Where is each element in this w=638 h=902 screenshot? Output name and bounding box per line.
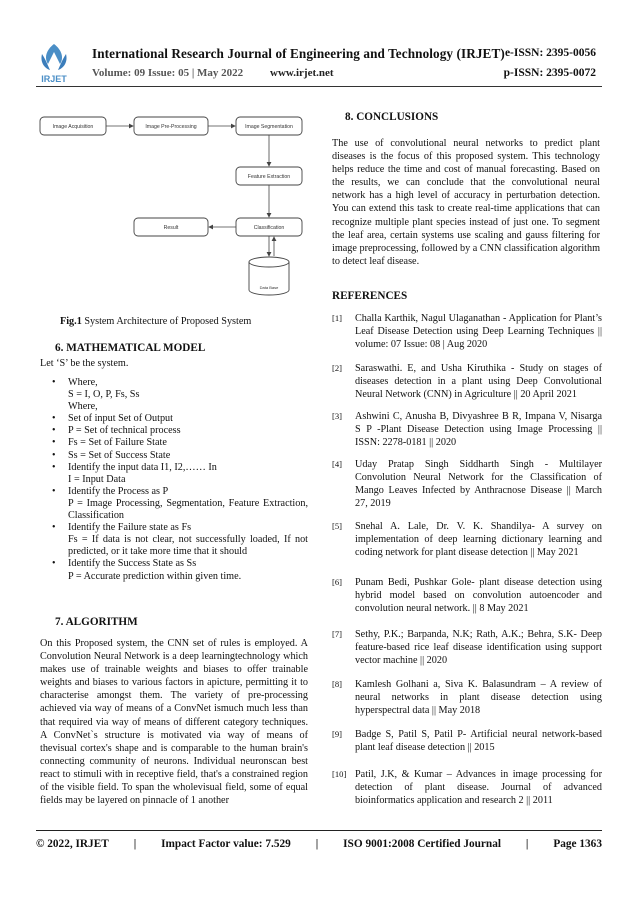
- figure-label: Fig.1: [60, 316, 82, 327]
- header-rule: [36, 86, 602, 87]
- figure-caption-text: System Architecture of Proposed System: [84, 316, 252, 327]
- heading-mathematical-model: 6. MATHEMATICAL MODEL: [55, 342, 206, 354]
- list-item: • Ss = Set of Success State: [40, 450, 308, 462]
- label-database: Data Base: [259, 285, 279, 290]
- math-intro: Let ‘S’ be the system.: [40, 358, 129, 369]
- list-item: • P = Set of technical process: [40, 425, 308, 437]
- reference-item: [1] Challa Karthik, Nagul Ulaganathan - Application for Plant’s Leaf Disease Detection using Deep Learning Techniques || volume: 07 Issue: 08 | Aug 2020: [332, 313, 602, 351]
- heading-algorithm: 7. ALGORITHM: [55, 616, 138, 628]
- reference-item: [5] Snehal A. Lale, Dr. V. K. Shandilya- A survey on implementation of deep learning dictionary learning and coding network for plant disease detection || May 2021: [332, 521, 602, 559]
- reference-item: [10] Patil, J.K, & Kumar – Advances in image processing for detection of plant disease. Journal of advanced bioinformatics application and research 2 || 2011: [332, 769, 602, 807]
- label-feature: Feature Extraction: [247, 174, 291, 180]
- label-preprocessing: Image Pre-Processing: [145, 124, 197, 130]
- heading-conclusions: 8. CONCLUSIONS: [345, 111, 439, 123]
- list-item: • Fs = Set of Failure State: [40, 437, 308, 449]
- list-item: • Set of input Set of Output: [40, 413, 308, 425]
- list-item: • Identify the Failure state as Fs Fs = If data is not clear, not successfully loaded, If not predicted, or it take more time that it should: [40, 522, 308, 558]
- footer-separator: |: [315, 838, 319, 850]
- math-model-list: [40, 377, 308, 583]
- reference-item: [8] Kamlesh Golhani a, Siva K. Balasundram – A review of neural networks in plant disease detection using hyperspectral data || May 2018: [332, 679, 602, 717]
- label-classification: Classification: [253, 225, 285, 231]
- list-item: • Identify the Success State as Ss P = Accurate prediction within given time.: [40, 558, 308, 582]
- footer-iso: ISO 9001:2008 Certified Journal: [343, 838, 501, 850]
- footer-separator: |: [133, 838, 137, 850]
- e-issn: e-ISSN: 2395-0056: [504, 47, 596, 59]
- label-segmentation: Image Segmentation: [245, 124, 293, 130]
- reference-item: [4] Uday Pratap Singh Siddharth Singh - Multilayer Convolution Neural Network for the Classification of Mango Leaves Infected by Anthracnose Disease || March 27, 2019: [332, 459, 602, 510]
- reference-item: [3] Ashwini C, Anusha B, Divyashree B R, Impana V, Nisarga S P -Plant Disease Detection using Image Processing || ISSN: 2278-0181 || 2020: [332, 411, 602, 449]
- page-footer: [36, 838, 602, 850]
- label-result: Result: [163, 225, 179, 231]
- footer-copyright: © 2022, IRJET: [36, 838, 109, 850]
- list-item: • Where, S = I, O, P, Fs, Ss Where,: [40, 377, 308, 413]
- reference-item: [7] Sethy, P.K.; Barpanda, N.K; Rath, A.K.; Behra, S.K- Deep feature-based rice leaf disease identification using support vector machine || 2020: [332, 629, 602, 667]
- label-acquisition: Image Acquisition: [52, 124, 94, 130]
- footer-impact-factor: Impact Factor value: 7.529: [161, 838, 291, 850]
- footer-rule: [36, 830, 602, 831]
- figure-caption: [60, 316, 251, 327]
- algorithm-paragraph: On this Proposed system, the CNN set of rules is employed. A Convolution Neural Network is a deep learningtechnology which makes use of trainable weights and biases to offer trainable weights and biases to various factors in apicture, permitting it to characterise amongst them. The variety of pre-processing achieved via way of means of a ConvNet ismuch much less than that required via way of means of different category techniques. A ConvNet`s structure is motivated via way of means of thevisual cortex's shape and is comparable to the human brain's connecting community of neurons. Individual neuronscan best react to stimuli with in receptive field, that's a constrained region of the visible field. To span the wholevisual field, some of equal fields may be layered on pinnacle of 1 another: [40, 638, 308, 807]
- reference-item: [9] Badge S, Patil S, Patil P- Artificial neural network-based plant leaf disease detection || 2015: [332, 729, 602, 754]
- list-item: • Identify the Process as P P = Image Processing, Segmentation, Feature Extraction, Classification: [40, 486, 308, 522]
- p-issn: p-ISSN: 2395-0072: [503, 67, 596, 79]
- reference-item: [2] Saraswathi. E, and Usha Kiruthika - Study on stages of diseases detection in a plant using Deep Convolutional Neural Network (CNN) in Agriculture || 20 April 2021: [332, 363, 602, 401]
- system-architecture-diagram: [38, 104, 304, 300]
- journal-url[interactable]: www.irjet.net: [270, 67, 334, 79]
- conclusions-paragraph: The use of convolutional neural networks to predict plant diseases is the focus of this proposed system. This technology helps reduce the time and cost of manual forecasting. Based on the results, we can conclude that the convolutional neural network has a high level of accuracy in perturbation detection. You can extend this task to create real-time applications that can recognize multiple plant species instead of just one. To segment the leaf area, certain systems use scaling and gauss filtering for image preprocessing, followed by a CNN classification algorithm to detect leaf disease.: [332, 138, 600, 267]
- reference-item: [6] Punam Bedi, Pushkar Gole- plant disease detection using hybrid model based on convolution autoencoder and convolution neural network. || 8 May 2021: [332, 577, 602, 615]
- logo-text: IRJET: [41, 74, 67, 84]
- heading-references: REFERENCES: [332, 290, 408, 302]
- footer-page-number: Page 1363: [553, 838, 602, 850]
- journal-title: International Research Journal of Engineering and Technology (IRJET): [92, 46, 505, 61]
- list-item: • Identify the input data I1, I2,…… In I = Input Data: [40, 462, 308, 486]
- footer-separator: |: [525, 838, 529, 850]
- volume-issue: Volume: 09 Issue: 05 | May 2022: [92, 67, 244, 79]
- irjet-logo: [36, 42, 72, 84]
